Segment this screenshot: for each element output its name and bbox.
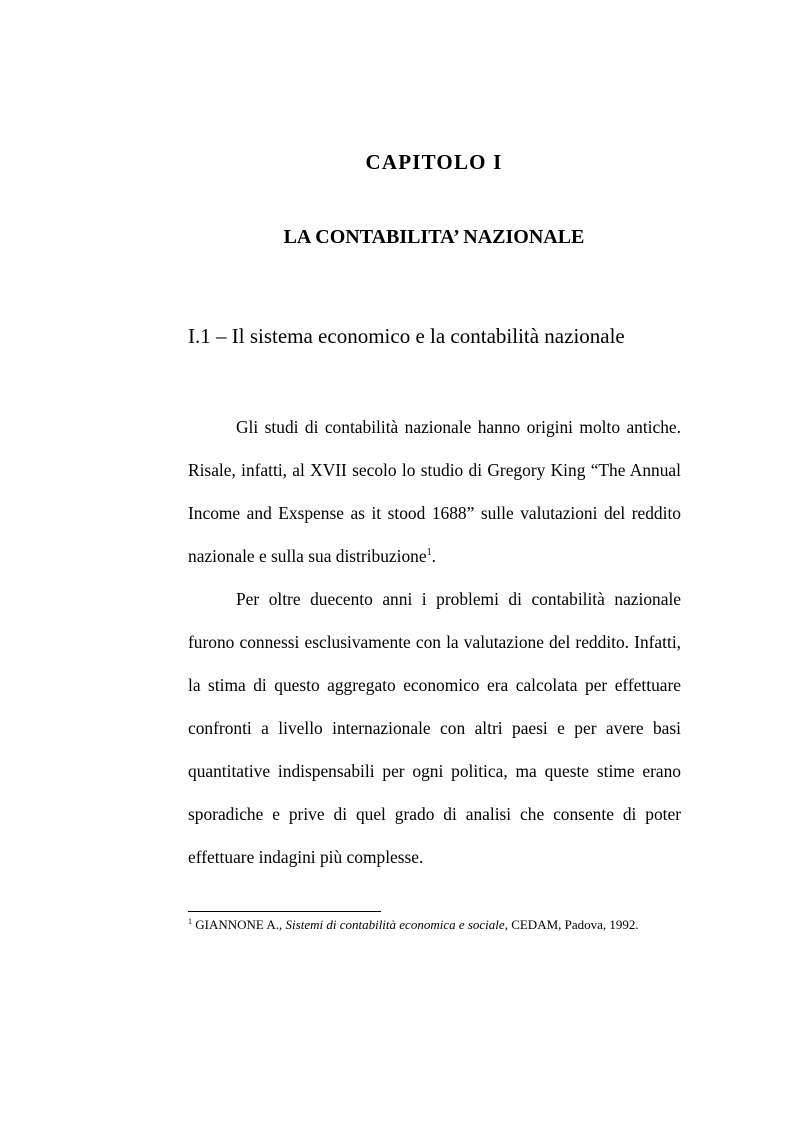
chapter-number: CAPITOLO I: [365, 150, 503, 174]
footnote-rest: , CEDAM, Padova, 1992.: [504, 917, 639, 932]
chapter-title: LA CONTABILITA’ NAZIONALE: [283, 226, 585, 248]
footnote: [188, 917, 639, 933]
paragraph: [188, 578, 681, 879]
footnote-divider: [188, 911, 381, 912]
body-text: [188, 406, 681, 879]
paragraph-text: Gli studi di contabilità nazionale hanno origini molto antiche. Risale, infatti, al XVII secolo lo studio di Gregory King “The Annual Income and Exspense as it stood 1688” sulle valutazioni del reddito nazionale e sulla sua distribuzione: [188, 417, 681, 566]
paragraph-tail: .: [431, 546, 436, 566]
footnote-title: Sistemi di contabilità economica e sociale: [285, 917, 505, 932]
footnote-reference: 1: [426, 547, 432, 558]
paragraph: [188, 406, 681, 578]
section-heading: I.1 – Il sistema economico e la contabilità nazionale: [188, 324, 625, 348]
paragraph-text: Per oltre duecento anni i problemi di contabilità nazionale furono connessi esclusivamente con la valutazione del reddito. Infatti, la stima di questo aggregato economico era calcolata per effettuare confronti a livello internazionale con altri paesi e per avere basi quantitative indispensabili per ogni politica, ma queste stime erano sporadiche e prive di quel grado di analisi che consente di poter effettuare indagini più complesse.: [188, 589, 681, 867]
footnote-marker: 1: [188, 917, 192, 926]
footnote-author: GIANNONE A.,: [195, 917, 286, 932]
